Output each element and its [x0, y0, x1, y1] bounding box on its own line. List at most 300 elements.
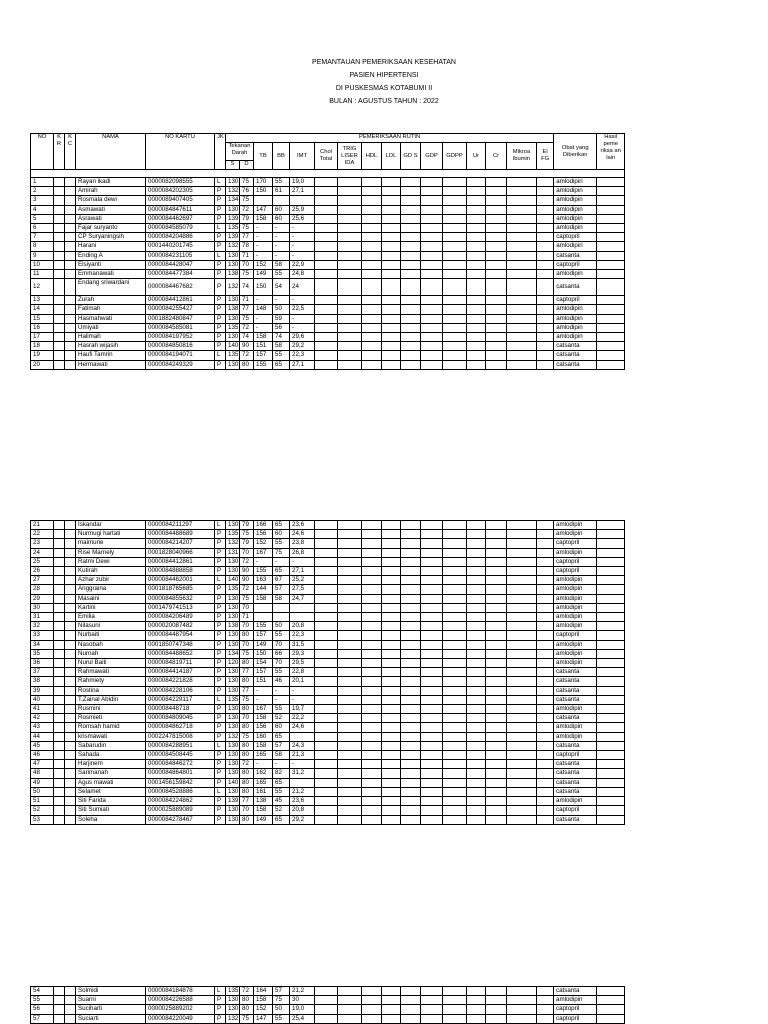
cell-empty — [507, 613, 537, 622]
header-hdl: HDL — [362, 143, 382, 170]
cell-empty — [65, 622, 76, 631]
cell-empty — [401, 305, 421, 314]
cell-tb: 150 — [254, 187, 273, 196]
cell-empty — [421, 314, 443, 323]
cell-empty — [486, 242, 507, 251]
cell-empty — [315, 640, 338, 649]
cell-empty — [443, 530, 467, 539]
cell-no-kartu: 0000084194071 — [146, 351, 215, 360]
table-row — [31, 778, 625, 787]
cell-empty — [382, 613, 401, 622]
cell-systolic: 130 — [226, 723, 240, 732]
cell-empty — [443, 622, 467, 631]
cell-empty — [467, 714, 486, 723]
cell-bb: - — [273, 251, 290, 260]
cell-no-kartu: 0000084220049 — [146, 1014, 215, 1023]
cell-diastolic: 80 — [240, 1005, 254, 1014]
cell-empty — [362, 279, 382, 296]
cell-no: 24 — [31, 548, 54, 557]
cell-bb: 57 — [273, 987, 290, 996]
cell-empty — [315, 224, 338, 233]
cell-empty — [401, 622, 421, 631]
cell-imt — [290, 196, 315, 205]
cell-empty — [597, 342, 625, 351]
cell-empty — [54, 613, 65, 622]
cell-jk: P — [215, 622, 226, 631]
cell-systolic: 135 — [226, 323, 240, 332]
cell-imt: 22,2 — [290, 714, 315, 723]
cell-diastolic: 90 — [240, 576, 254, 585]
cell-jk: L — [215, 576, 226, 585]
cell-empty — [65, 603, 76, 612]
cell-empty — [486, 659, 507, 668]
cell-empty — [382, 178, 401, 187]
cell-imt: 26,8 — [290, 548, 315, 557]
cell-empty — [537, 806, 554, 815]
cell-empty — [382, 585, 401, 594]
cell-empty — [382, 806, 401, 815]
cell-empty — [315, 686, 338, 695]
cell-empty — [421, 342, 443, 351]
cell-empty — [65, 214, 76, 223]
cell-empty — [507, 521, 537, 530]
cell-empty — [401, 649, 421, 658]
cell-empty — [507, 723, 537, 732]
cell-empty — [597, 987, 625, 996]
cell-empty — [486, 187, 507, 196]
cell-systolic: 135 — [226, 695, 240, 704]
cell-empty — [54, 205, 65, 214]
cell-empty — [401, 351, 421, 360]
cell-empty — [362, 557, 382, 566]
cell-tb: - — [254, 224, 273, 233]
cell-tb — [254, 603, 273, 612]
cell-no: 36 — [31, 659, 54, 668]
table-row — [31, 521, 625, 530]
cell-empty — [338, 539, 362, 548]
cell-diastolic: 75 — [240, 732, 254, 741]
cell-empty — [65, 530, 76, 539]
cell-empty — [54, 631, 65, 640]
cell-bb: 75 — [273, 996, 290, 1005]
cell-diastolic: 80 — [240, 787, 254, 796]
cell-empty — [54, 987, 65, 996]
cell-tb: 151 — [254, 677, 273, 686]
cell-systolic: 130 — [226, 751, 240, 760]
cell-no-kartu: 0000084211297 — [146, 521, 215, 530]
cell-no: 8 — [31, 242, 54, 251]
cell-imt — [290, 613, 315, 622]
cell-empty — [443, 270, 467, 279]
cell-empty — [421, 279, 443, 296]
cell-diastolic: 78 — [240, 242, 254, 251]
cell-empty — [315, 649, 338, 658]
cell-empty — [315, 576, 338, 585]
cell-empty — [338, 631, 362, 640]
cell-empty — [382, 659, 401, 668]
table-row — [31, 260, 625, 269]
cell-empty — [315, 521, 338, 530]
cell-empty — [467, 260, 486, 269]
cell-bb: 60 — [273, 214, 290, 223]
cell-no-kartu: 0000084862718 — [146, 723, 215, 732]
cell-empty — [443, 640, 467, 649]
cell-empty — [401, 806, 421, 815]
cell-empty — [597, 233, 625, 242]
cell-jk: P — [215, 342, 226, 351]
cell-empty — [315, 797, 338, 806]
cell-empty — [382, 649, 401, 658]
cell-empty — [315, 741, 338, 750]
cell-diastolic: 77 — [240, 305, 254, 314]
cell-systolic: 132 — [226, 187, 240, 196]
table-row — [31, 613, 625, 622]
cell-empty — [467, 196, 486, 205]
cell-empty — [537, 242, 554, 251]
cell-empty — [507, 787, 537, 796]
cell-empty — [362, 987, 382, 996]
cell-imt: 21,2 — [290, 987, 315, 996]
cell-empty — [537, 233, 554, 242]
cell-no: 45 — [31, 741, 54, 750]
cell-empty — [338, 714, 362, 723]
cell-systolic: 130 — [226, 360, 240, 369]
cell-no: 57 — [31, 1014, 54, 1023]
header-kc: K C — [65, 134, 76, 170]
cell-nama: Anggraina — [76, 585, 146, 594]
cell-diastolic: 75 — [240, 530, 254, 539]
cell-empty — [443, 548, 467, 557]
cell-obat: amlodipin — [554, 196, 597, 205]
cell-empty — [486, 1014, 507, 1023]
cell-no: 18 — [31, 342, 54, 351]
cell-empty — [443, 260, 467, 269]
cell-obat: amlodipin — [554, 214, 597, 223]
cell-no-kartu: 0000084462697 — [146, 214, 215, 223]
cell-jk: P — [215, 815, 226, 824]
cell-tb: 158 — [254, 714, 273, 723]
cell-systolic: 130 — [226, 806, 240, 815]
cell-empty — [537, 314, 554, 323]
cell-empty — [54, 548, 65, 557]
cell-empty — [401, 333, 421, 342]
cell-tb: 165 — [254, 778, 273, 787]
cell-nama: Halimah — [76, 333, 146, 342]
cell-jk: P — [215, 187, 226, 196]
cell-empty — [65, 557, 76, 566]
cell-empty — [507, 649, 537, 658]
cell-empty — [486, 360, 507, 369]
cell-empty — [597, 769, 625, 778]
cell-imt: 24,6 — [290, 723, 315, 732]
cell-empty — [507, 251, 537, 260]
cell-no-kartu: 0000084255427 — [146, 305, 215, 314]
cell-empty — [54, 187, 65, 196]
cell-empty — [362, 677, 382, 686]
cell-empty — [486, 732, 507, 741]
cell-no: 27 — [31, 576, 54, 585]
cell-empty — [467, 178, 486, 187]
cell-systolic: 132 — [226, 1014, 240, 1023]
cell-empty — [315, 613, 338, 622]
cell-tb: 158 — [254, 594, 273, 603]
cell-empty — [54, 769, 65, 778]
cell-empty — [443, 1014, 467, 1023]
cell-diastolic: 72 — [240, 760, 254, 769]
cell-obat: catsanta — [554, 351, 597, 360]
cell-diastolic: 71 — [240, 613, 254, 622]
cell-jk: L — [215, 695, 226, 704]
cell-no-kartu: 0000084855632 — [146, 594, 215, 603]
cell-empty — [315, 723, 338, 732]
table-row — [31, 649, 625, 658]
cell-empty — [382, 351, 401, 360]
cell-empty — [486, 205, 507, 214]
cell-tb: - — [254, 242, 273, 251]
cell-empty — [507, 1005, 537, 1014]
cell-imt: 25,4 — [290, 1014, 315, 1023]
cell-jk: P — [215, 205, 226, 214]
cell-empty — [315, 539, 338, 548]
cell-imt: 22,5 — [290, 305, 315, 314]
cell-tb: 144 — [254, 585, 273, 594]
cell-empty — [382, 279, 401, 296]
cell-empty — [443, 760, 467, 769]
cell-no-kartu: 0000084850816 — [146, 342, 215, 351]
cell-obat: catsanta — [554, 668, 597, 677]
cell-empty — [467, 323, 486, 332]
cell-empty — [362, 603, 382, 612]
cell-empty — [421, 214, 443, 223]
title-line-1: PEMANTAUAN PEMERIKSAAN KESEHATAN — [312, 59, 456, 66]
cell-empty — [338, 351, 362, 360]
patient-table-2 — [30, 520, 625, 825]
cell-empty — [65, 778, 76, 787]
table-row — [31, 686, 625, 695]
cell-bb: 52 — [273, 806, 290, 815]
cell-bb: - — [273, 224, 290, 233]
cell-empty — [486, 557, 507, 566]
cell-no: 54 — [31, 987, 54, 996]
cell-empty — [315, 233, 338, 242]
cell-empty — [537, 251, 554, 260]
header-ldl: LDL — [382, 143, 401, 170]
cell-tb: - — [254, 251, 273, 260]
cell-tb: 155 — [254, 567, 273, 576]
cell-jk: P — [215, 760, 226, 769]
table-row — [31, 233, 625, 242]
cell-tb: 156 — [254, 723, 273, 732]
cell-empty — [537, 521, 554, 530]
cell-systolic: 130 — [226, 668, 240, 677]
cell-empty — [467, 567, 486, 576]
cell-tb: - — [254, 760, 273, 769]
cell-empty — [467, 314, 486, 323]
cell-empty — [597, 760, 625, 769]
cell-jk: P — [215, 323, 226, 332]
cell-empty — [382, 360, 401, 369]
cell-empty — [54, 351, 65, 360]
cell-empty — [443, 751, 467, 760]
cell-empty — [315, 806, 338, 815]
cell-empty — [65, 714, 76, 723]
cell-systolic: 130 — [226, 260, 240, 269]
cell-tb: 152 — [254, 539, 273, 548]
cell-empty — [467, 585, 486, 594]
table-row — [31, 996, 625, 1005]
cell-empty — [54, 296, 65, 305]
cell-diastolic: 77 — [240, 797, 254, 806]
cell-empty — [597, 521, 625, 530]
cell-empty — [65, 769, 76, 778]
cell-diastolic: 90 — [240, 342, 254, 351]
table-row — [31, 705, 625, 714]
cell-empty — [315, 603, 338, 612]
cell-empty — [65, 705, 76, 714]
cell-empty — [315, 260, 338, 269]
cell-empty — [382, 314, 401, 323]
cell-empty — [443, 705, 467, 714]
cell-empty — [537, 769, 554, 778]
cell-nama: Endang sriwardani — [76, 279, 146, 296]
cell-no-kartu: 0001456159842 — [146, 778, 215, 787]
cell-diastolic: 80 — [240, 360, 254, 369]
cell-tb: - — [254, 695, 273, 704]
cell-empty — [338, 214, 362, 223]
cell-empty — [507, 342, 537, 351]
cell-no-kartu: 0000084414187 — [146, 668, 215, 677]
cell-empty — [362, 196, 382, 205]
cell-empty — [382, 787, 401, 796]
cell-empty — [401, 778, 421, 787]
cell-empty — [537, 557, 554, 566]
cell-empty — [401, 242, 421, 251]
cell-tb: 158 — [254, 996, 273, 1005]
cell-empty — [537, 686, 554, 695]
cell-empty — [401, 557, 421, 566]
cell-empty — [443, 251, 467, 260]
cell-nama: Elsiyanti — [76, 260, 146, 269]
cell-empty — [467, 557, 486, 566]
cell-tb: 150 — [254, 649, 273, 658]
cell-no-kartu: 0000084278467 — [146, 815, 215, 824]
cell-systolic: 139 — [226, 797, 240, 806]
cell-bb: 59 — [273, 314, 290, 323]
cell-empty — [507, 548, 537, 557]
cell-imt: 29,2 — [290, 342, 315, 351]
header-imt: IMT — [290, 143, 315, 170]
cell-empty — [54, 305, 65, 314]
cell-empty — [382, 521, 401, 530]
cell-empty — [54, 530, 65, 539]
cell-empty — [401, 187, 421, 196]
cell-empty — [338, 530, 362, 539]
cell-jk: P — [215, 585, 226, 594]
cell-empty — [65, 224, 76, 233]
cell-empty — [362, 530, 382, 539]
cell-jk: P — [215, 196, 226, 205]
cell-empty — [421, 751, 443, 760]
cell-empty — [486, 622, 507, 631]
cell-imt: 23,8 — [290, 539, 315, 548]
cell-nama: Suarni — [76, 996, 146, 1005]
cell-empty — [486, 797, 507, 806]
cell-empty — [338, 613, 362, 622]
cell-systolic: 134 — [226, 196, 240, 205]
cell-empty — [65, 686, 76, 695]
cell-empty — [54, 251, 65, 260]
cell-empty — [65, 178, 76, 187]
cell-empty — [65, 196, 76, 205]
cell-empty — [362, 548, 382, 557]
cell-empty — [421, 797, 443, 806]
cell-empty — [382, 260, 401, 269]
cell-empty — [315, 342, 338, 351]
cell-tb — [254, 196, 273, 205]
header-hasil: Hasil peme riksa an lain — [597, 134, 625, 170]
table-row — [31, 668, 625, 677]
cell-systolic: 139 — [226, 214, 240, 223]
cell-empty — [401, 214, 421, 223]
cell-empty — [486, 741, 507, 750]
cell-no-kartu: 0001828040966 — [146, 548, 215, 557]
cell-tb — [254, 613, 273, 622]
cell-no-kartu: 0001882480847 — [146, 314, 215, 323]
cell-empty — [338, 594, 362, 603]
cell-empty — [362, 613, 382, 622]
cell-empty — [507, 360, 537, 369]
cell-empty — [507, 714, 537, 723]
cell-systolic: 130 — [226, 714, 240, 723]
cell-empty — [54, 797, 65, 806]
cell-empty — [315, 631, 338, 640]
cell-empty — [338, 342, 362, 351]
cell-empty — [65, 205, 76, 214]
cell-empty — [338, 815, 362, 824]
cell-empty — [315, 622, 338, 631]
cell-systolic: 130 — [226, 996, 240, 1005]
cell-diastolic: 72 — [240, 205, 254, 214]
cell-nama: Sabarudin — [76, 741, 146, 750]
table-row — [31, 351, 625, 360]
cell-empty — [421, 987, 443, 996]
header-gdp: GDP — [421, 143, 443, 170]
cell-empty — [401, 751, 421, 760]
cell-tb: 165 — [254, 751, 273, 760]
cell-empty — [382, 251, 401, 260]
cell-tb: 138 — [254, 797, 273, 806]
cell-empty — [54, 594, 65, 603]
cell-empty — [65, 741, 76, 750]
cell-jk: L — [215, 987, 226, 996]
cell-empty — [382, 594, 401, 603]
cell-empty — [597, 622, 625, 631]
cell-empty — [54, 270, 65, 279]
cell-imt — [290, 778, 315, 787]
cell-no-kartu: 0000084184878 — [146, 987, 215, 996]
cell-empty — [421, 333, 443, 342]
cell-no: 5 — [31, 214, 54, 223]
cell-empty — [537, 603, 554, 612]
cell-jk: P — [215, 557, 226, 566]
cell-empty — [315, 1005, 338, 1014]
table-row — [31, 659, 625, 668]
cell-no: 50 — [31, 787, 54, 796]
cell-systolic: 132 — [226, 732, 240, 741]
cell-bb: 55 — [273, 1014, 290, 1023]
cell-diastolic: 90 — [240, 567, 254, 576]
cell-empty — [65, 270, 76, 279]
